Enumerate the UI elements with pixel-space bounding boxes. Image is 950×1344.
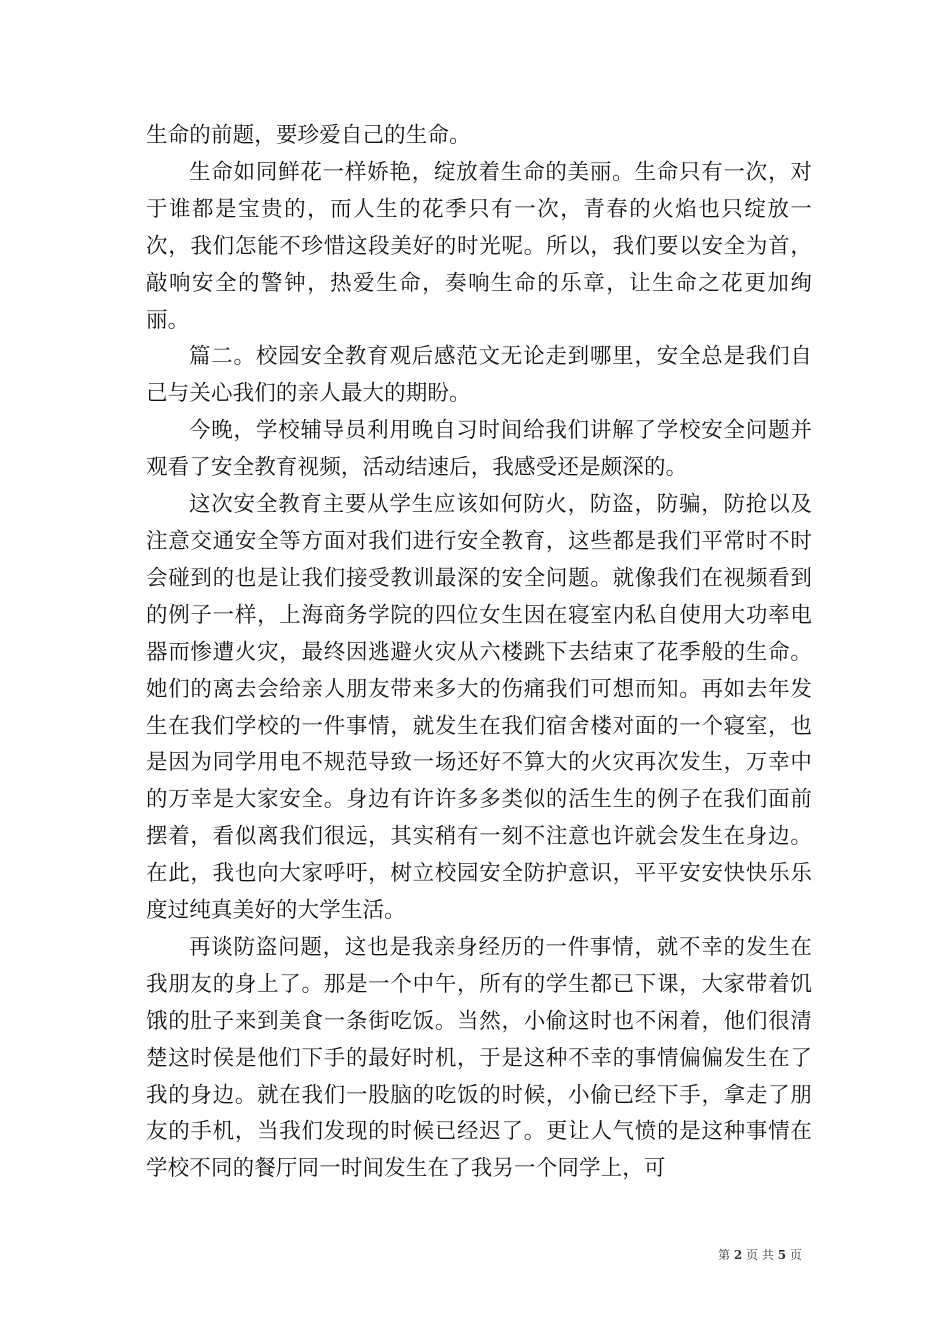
- paragraph-6: 再谈防盗问题，这也是我亲身经历的一件事情，就不幸的发生在我朋友的身上了。那是一个中午，所有的学生都已下课，大家带着饥饿的肚子来到美食一条街吃饭。当然，小偷这时也不闲着，他们很清楚这时侯是他们下手的最好时机，于是这种不幸的事情偏偏发生在了我的身边。就在我们一股脑的吃饭的时候，小偷已经下手，拿走了朋友的手机，当我们发现的时候已经迟了。更让人气愤的是这种事情在学校不同的餐厅同一时间发生在了我另一个同学上，可: [146, 934, 812, 1182]
- paragraph-1: 生命的前题，要珍爱自己的生命。: [146, 123, 471, 148]
- document-body: [146, 118, 812, 1188]
- footer-middle: 页 共: [746, 1248, 774, 1262]
- paragraph-2: 生命如同鲜花一样娇艳，绽放着生命的美丽。生命只有一次，对于谁都是宝贵的，而人生的花季只有一次，青春的火焰也只绽放一次，我们怎能不珍惜这段美好的时光呢。所以，我们要以安全为首，敲响安全的警钟，热爱生命，奏响生命的乐章，让生命之花更加绚丽。: [146, 159, 812, 333]
- footer-total-pages: 5: [777, 1248, 787, 1262]
- footer-prefix: 第: [718, 1248, 731, 1262]
- paragraph-5: 这次安全教育主要从学生应该如何防火，防盗，防骗，防抢以及注意交通安全等方面对我们进行安全教育，这些都是我们平常时不时会碰到的也是让我们接受教训最深的安全问题。就像我们在视频看到的例子一样，上海商务学院的四位女生因在寝室内私自使用大功率电器而惨遭火灾，最终因逃避火灾从六楼跳下去结束了花季般的生命。她们的离去会给亲人朋友带来多大的伤痛我们可想而知。再如去年发生在我们学校的一件事情，就发生在我们宿舍楼对面的一个寝室，也是因为同学用电不规范导致一场还好不算大的火灾再次发生，万幸中的万幸是大家安全。身边有许许多多类似的活生生的例子在我们面前摆着，看似离我们很远，其实稍有一刻不注意也许就会发生在身边。在此，我也向大家呼吁，树立校园安全防护意识，平平安安快快乐乐度过纯真美好的大学生活。: [146, 492, 812, 924]
- paragraph-4: 今晚，学校辅导员利用晚自习时间给我们讲解了学校安全问题并观看了安全教育视频，活动结速后，我感受还是颇深的。: [146, 418, 812, 481]
- footer-suffix: 页: [789, 1248, 802, 1262]
- footer-current-page: 2: [733, 1248, 743, 1262]
- page-footer: [718, 1247, 802, 1263]
- paragraph-3: 篇二。校园安全教育观后感范文无论走到哪里，安全总是我们自己与关心我们的亲人最大的期盼。: [146, 344, 812, 407]
